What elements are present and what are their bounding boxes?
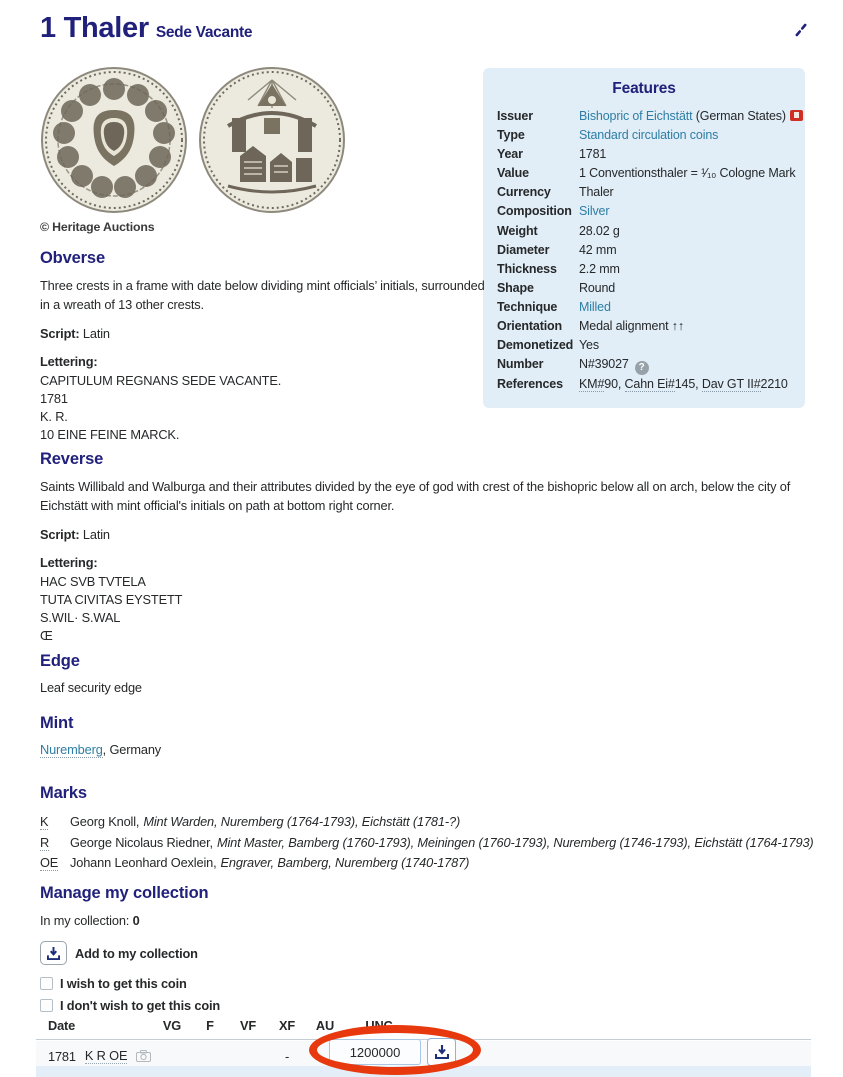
in-collection-count: 0 [132,913,140,928]
col-date: Date [48,1018,76,1033]
number-value: N#39027 [579,357,629,372]
references-value [579,375,788,394]
demonetized-label: Demonetized [497,338,574,353]
reference-dav-number: 2210 [760,377,788,392]
obverse-script-value: Latin [82,325,110,341]
obverse-description: Three crests in a frame with date below dividing mint officials’ initials, surrounded in a wreath of 13 other crests. [40,278,485,312]
value-label: Value [497,166,529,181]
reference-km[interactable]: KM# [579,377,605,392]
col-f: F [206,1018,214,1033]
wish-label: I wish to get this coin [60,976,187,991]
obverse-heading: Obverse [40,249,105,267]
col-unc: UNC [365,1018,393,1033]
weight-value: 28.02 g [579,223,620,238]
reverse-lettering-line: Œ [40,627,53,643]
col-vg: VG [162,1018,182,1033]
reverse-lettering-line: HAC SVB TVTELA [40,573,146,589]
features-panel [483,68,805,408]
shape-value: Round [579,280,616,295]
obverse-lettering-line: 1781 [40,390,68,406]
shape-label: Shape [497,280,534,295]
unc-quantity-input[interactable] [329,1039,421,1065]
mint-link[interactable]: Nuremberg [40,742,103,757]
coin-photos [40,66,346,214]
edge-heading: Edge [40,652,80,670]
mark-detail: Engraver, Bamberg, Nuremberg (1740-1787) [220,855,470,871]
coin-subtitle: Sede Vacante [155,24,253,41]
currency-label: Currency [497,185,551,200]
reverse-lettering-line: TUTA CIVITAS EYSTETT [40,591,183,607]
weight-label: Weight [497,223,538,238]
mark-row [40,833,824,854]
reference-km-number: 90, [604,377,625,392]
technique-link[interactable]: Milled [579,299,611,314]
mint-rest: , Germany [102,742,162,757]
orientation-value: Medal alignment ↑↑ [579,319,684,334]
obverse-lettering-line: CAPITULUM REGNANS SEDE VACANTE. [40,372,282,388]
feature-row-thickness [497,260,791,279]
number-label: Number [497,357,544,372]
reverse-lettering-line: S.WIL· S.WAL [40,609,121,625]
col-vf: VF [239,1018,257,1033]
mark-letter-k[interactable]: K [40,814,49,829]
features-title: Features [612,80,676,97]
reverse-script-label: Script: [40,526,80,542]
no-wish-checkbox[interactable] [40,999,53,1012]
mark-letter-r[interactable]: R [40,834,50,850]
wish-checkbox[interactable] [40,977,53,990]
feature-row-weight [497,222,791,241]
feature-row-number [497,355,791,375]
obverse-lettering-line: 10 EINE FEINE MARCK. [40,426,180,442]
reverse-section [40,450,824,645]
collection-section [40,884,487,1020]
col-xf: XF [278,1018,296,1033]
no-wish-label: I don't wish to get this coin [60,998,221,1013]
issuer-label: Issuer [497,109,533,123]
orientation-label: Orientation [497,319,563,334]
composition-link[interactable]: Silver [579,204,610,219]
share-link-icon[interactable] [794,22,808,38]
add-to-collection-label: Add to my collection [75,945,198,961]
row-marks[interactable]: K R OE [84,1048,128,1063]
row-xf-value: - [284,1048,290,1064]
photo-credit: © Heritage Auctions [40,220,155,234]
feature-row-composition [497,202,791,221]
type-link[interactable]: Standard circulation coins [579,128,719,143]
mark-name: George Nicolaus Riedner, [70,834,213,850]
technique-label: Technique [497,299,558,314]
marks-section [40,784,824,874]
mark-row [40,853,824,874]
reverse-lettering-label: Lettering: [40,554,98,570]
reverse-description: Saints Willibald and Walburga and their attributes divided by the eye of god with crest of the bishopric below all on arch, below the city of Eichstätt with mint official's initials on path at bottom right corner. [40,479,791,513]
year-label: Year [497,147,523,162]
mark-name: Georg Knoll, [70,814,140,829]
reference-cahn-number: 145, [674,377,702,392]
type-label: Type [497,128,525,143]
feature-row-currency [497,183,791,202]
thickness-label: Thickness [497,261,557,276]
table-header-row [36,1012,811,1040]
no-wish-option[interactable] [40,998,487,1013]
obverse-lettering-line: K. R. [40,408,68,424]
photo-icon[interactable] [136,1050,151,1062]
download-tray-icon [40,941,67,965]
edge-text: Leaf security edge [40,680,142,695]
col-au: AU [315,1018,335,1033]
reverse-coin-photo[interactable] [198,66,346,214]
feature-row-value [497,164,796,183]
mark-row [40,812,824,833]
feature-row-technique [497,298,791,317]
obverse-lettering-label: Lettering: [40,353,98,369]
year-value: 1781 [579,147,607,162]
issuer-flag-icon [790,110,803,121]
add-to-collection-button[interactable] [40,941,487,965]
feature-row-type [497,126,791,145]
obverse-script-label: Script: [40,325,80,341]
reverse-script-value: Latin [82,526,110,542]
thickness-value: 2.2 mm [579,261,620,276]
mark-name: Johann Leonhard Oexlein, [70,855,217,871]
currency-value: Thaler [579,185,614,200]
page-header [40,12,252,45]
coin-title: 1 Thaler [40,12,149,44]
edge-section [40,652,487,695]
mark-letter-oe[interactable]: OE [40,855,59,871]
obverse-section [40,249,487,444]
grade-table [36,1012,811,1071]
feature-row-orientation [497,317,791,336]
feature-row-shape [497,279,791,298]
reverse-heading: Reverse [40,450,104,468]
feature-row-demonetized [497,336,791,355]
feature-row-references [497,375,791,394]
reference-dav[interactable]: Dav GT II# [701,377,761,392]
mark-detail: Mint Warden, Nuremberg (1764-1793), Eichstätt (1781-?) [143,814,461,829]
page-title [40,12,252,44]
diameter-value: 42 mm [579,242,617,257]
feature-row-diameter [497,241,791,260]
reference-cahn[interactable]: Cahn Ei# [624,377,675,392]
mint-section [40,714,487,757]
feature-row-year [497,145,791,164]
mark-detail: Mint Master, Bamberg (1760-1793), Meiningen (1760-1793), Nuremberg (1746-1793), Eichstätt (1764-1793) [216,834,814,850]
wish-option[interactable] [40,976,487,991]
composition-label: Composition [497,204,572,219]
references-label: References [497,377,563,392]
diameter-label: Diameter [497,242,550,257]
value-value: 1 Conventionsthaler = ¹⁄₁₀ Cologne Mark [579,166,796,181]
obverse-coin-photo[interactable] [40,66,188,214]
feature-row-issuer [497,107,791,126]
unc-download-button[interactable] [427,1038,456,1066]
demonetized-value: Yes [579,338,599,353]
help-icon[interactable]: ? [635,361,649,375]
mint-heading: Mint [40,714,74,732]
collection-heading: Manage my collection [40,884,209,902]
in-collection-label: In my collection: [40,913,133,928]
marks-heading: Marks [40,784,87,802]
next-row-strip [36,1066,811,1077]
issuer-rest: (German States) [692,109,786,123]
row-date: 1781 [48,1048,76,1064]
issuer-link[interactable]: Bishopric of Eichstätt [579,109,693,123]
